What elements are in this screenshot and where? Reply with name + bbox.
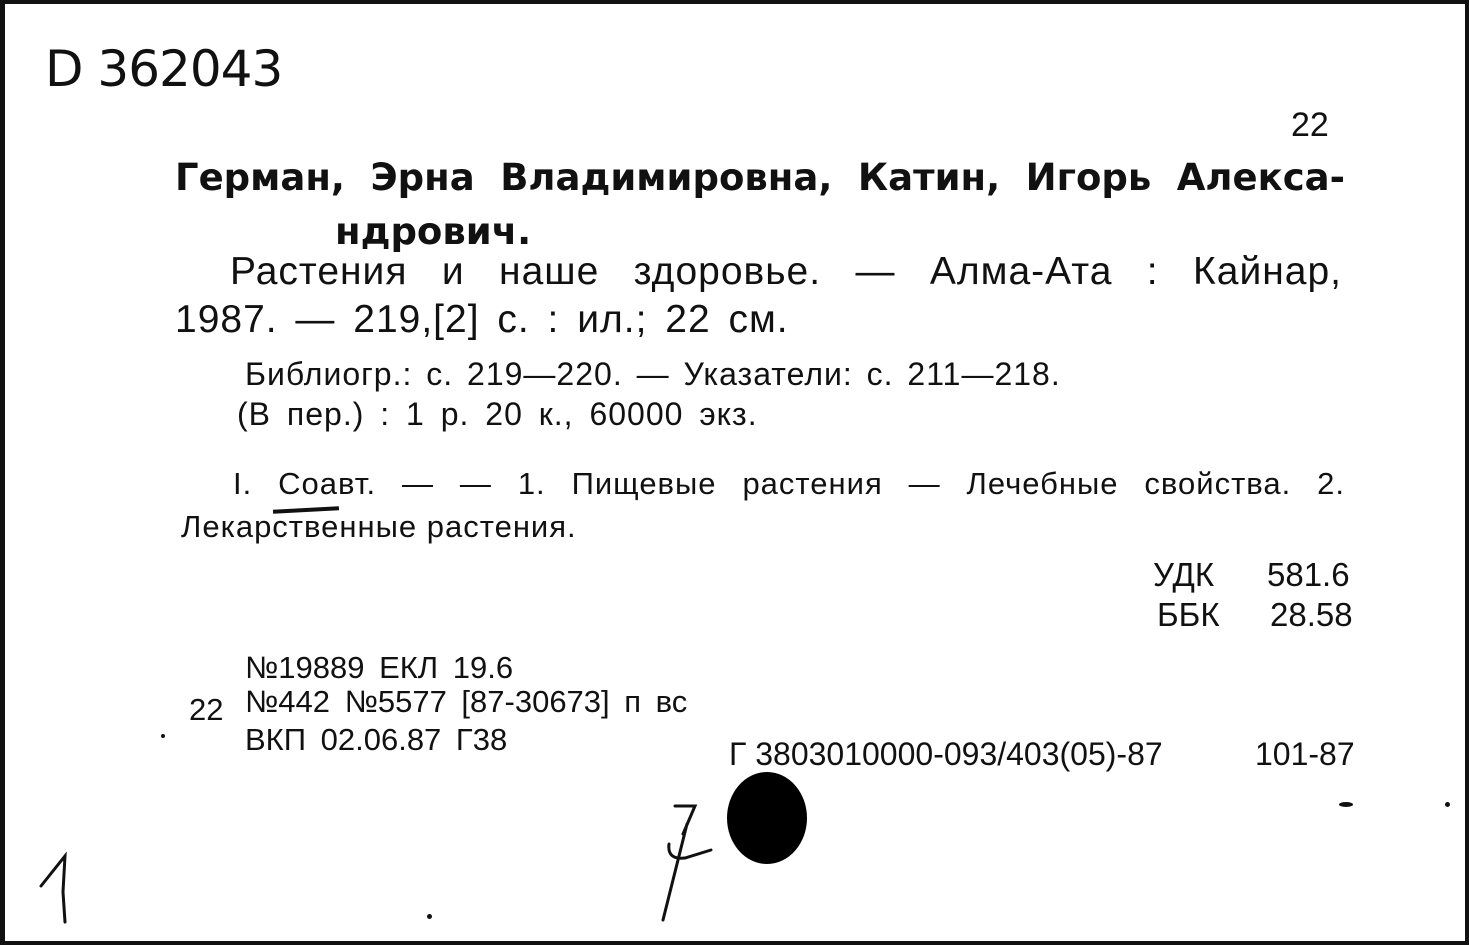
technical-line-2: №442 №5577 [87-30673] п вс	[245, 684, 688, 719]
bbk-value: 28.58	[1270, 596, 1353, 633]
technical-line-3: ВКП 02.06.87 Г38	[245, 722, 508, 757]
author-heading-continuation: ндрович.	[335, 210, 532, 253]
ink-speck	[1445, 802, 1450, 807]
handwritten-mark-left	[35, 842, 95, 932]
bibliography-note: Библиогр.: с. 219—220. — Указатели: с. 211—218.	[245, 356, 1061, 392]
technical-left-number: 22	[189, 692, 224, 727]
ink-speck	[161, 734, 165, 738]
ink-speck	[427, 914, 432, 919]
bbk-label: ББК	[1157, 596, 1220, 633]
call-number: D 362043	[45, 40, 283, 98]
handwritten-mark-center	[645, 794, 725, 924]
subject-tracing: I. Соавт. — — 1. Пищевые растения — Лечебные свойства. 2.	[233, 466, 1345, 501]
subject-tracing-continuation: Лекарственные растения.	[181, 509, 577, 544]
udk-value: 581.6	[1267, 556, 1350, 593]
index-number: 101-87	[1255, 736, 1355, 772]
udk-label: УДК	[1153, 556, 1215, 593]
title-statement: Растения и наше здоровье. — Алма-Ата : Кайнар,	[230, 250, 1342, 293]
ink-dot-stamp	[727, 772, 807, 864]
price-note: (В пер.) : 1 р. 20 к., 60000 экз.	[237, 396, 758, 432]
author-heading: Герман, Эрна Владимировна, Катин, Игорь Алекса-	[175, 156, 1345, 199]
ink-speck	[1339, 802, 1353, 807]
technical-line-1: №19889 ЕКЛ 19.6	[245, 650, 514, 685]
index-code: Г 3803010000-093/403(05)-87	[729, 736, 1163, 772]
publication-details: 1987. — 219,[2] с. : ил.; 22 см.	[175, 298, 789, 341]
shelf-number: 22	[1291, 106, 1329, 144]
